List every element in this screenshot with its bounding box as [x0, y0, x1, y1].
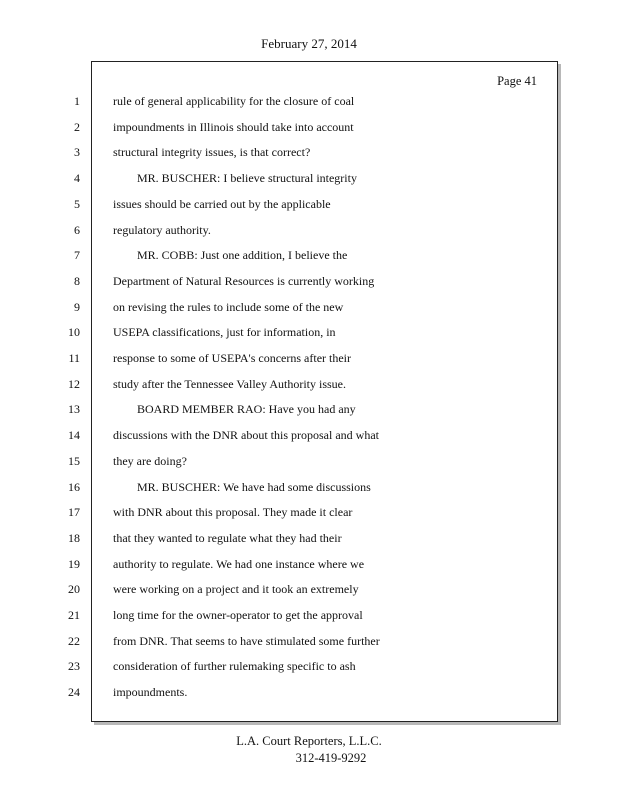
transcript-line	[0, 582, 556, 600]
line-text: that they wanted to regulate what they had their	[113, 530, 342, 545]
transcript-line	[0, 300, 556, 318]
transcript-line	[0, 659, 556, 677]
line-number: 19	[68, 556, 80, 571]
transcript-line	[0, 557, 556, 575]
transcript-line	[0, 171, 556, 189]
line-number: 18	[68, 530, 80, 545]
line-text: from DNR. That seems to have stimulated some further	[113, 633, 380, 648]
line-text: authority to regulate. We had one instance where we	[113, 556, 365, 571]
line-text: MR. BUSCHER: We have had some discussions	[137, 479, 371, 494]
line-text: issues should be carried out by the applicable	[113, 196, 331, 211]
line-number: 1	[74, 94, 80, 108]
line-text: they are doing?	[113, 453, 187, 468]
transcript-line	[0, 377, 556, 395]
transcript-line	[0, 608, 556, 626]
line-text: were working on a project and it took an extremely	[113, 582, 359, 597]
line-text: MR. BUSCHER: I believe structural integrity	[137, 171, 357, 186]
line-number: 15	[68, 453, 80, 468]
line-text: MR. COBB: Just one addition, I believe the	[137, 248, 348, 263]
transcript-line	[0, 351, 556, 369]
line-number: 11	[68, 351, 80, 365]
transcript-line	[0, 145, 556, 163]
transcript-line	[0, 197, 556, 215]
line-number: 2	[74, 119, 80, 134]
line-number: 7	[74, 248, 80, 263]
line-text: structural integrity issues, is that correct?	[113, 145, 311, 160]
transcript-date: February 27, 2014	[261, 36, 357, 51]
line-number: 22	[68, 633, 80, 648]
line-number: 14	[68, 428, 80, 443]
line-number: 10	[68, 325, 80, 340]
line-text: response to some of USEPA's concerns after their	[113, 351, 352, 365]
line-text: study after the Tennessee Valley Authority issue.	[113, 376, 347, 391]
line-text: consideration of further rulemaking specific to ash	[113, 659, 356, 674]
line-text: impoundments.	[113, 685, 188, 700]
line-text: impoundments in Illinois should take into account	[113, 119, 354, 134]
line-text: on revising the rules to include some of the new	[113, 299, 344, 314]
line-number: 13	[68, 402, 80, 417]
line-number: 5	[74, 196, 80, 211]
footer	[0, 734, 618, 766]
line-number: 6	[74, 222, 80, 237]
line-text: long time for the owner-operator to get the approval	[113, 608, 363, 622]
transcript-line	[0, 505, 556, 523]
transcript-line	[0, 480, 556, 498]
transcript-line	[0, 120, 556, 138]
line-text: USEPA classifications, just for information, in	[113, 325, 336, 340]
line-number: 23	[68, 659, 80, 674]
line-number: 17	[68, 505, 80, 520]
line-number: 8	[74, 273, 80, 288]
line-number: 24	[68, 685, 80, 700]
line-number: 21	[68, 608, 80, 622]
line-number: 3	[74, 145, 80, 160]
transcript-line	[0, 531, 556, 549]
transcript-line	[0, 325, 556, 343]
transcript-line	[0, 223, 556, 241]
line-number: 4	[74, 171, 80, 186]
transcript-line	[0, 685, 556, 703]
line-number: 16	[68, 479, 80, 494]
transcript-line	[0, 274, 556, 292]
transcript-line	[0, 402, 556, 420]
transcript-line	[0, 428, 556, 446]
line-number: 20	[68, 582, 80, 597]
transcript-line	[0, 634, 556, 652]
court-reporter-name: L.A. Court Reporters, L.L.C.	[236, 734, 382, 748]
line-text: discussions with the DNR about this proposal and what	[113, 428, 379, 443]
line-number: 12	[68, 376, 80, 391]
transcript-line	[0, 248, 556, 266]
page-number: Page 41	[497, 74, 537, 88]
court-reporter-phone: 312-419-9292	[295, 751, 367, 765]
line-text: with DNR about this proposal. They made it clear	[113, 505, 353, 520]
transcript-line	[0, 454, 556, 472]
line-text: Department of Natural Resources is currently working	[113, 273, 375, 288]
line-number: 9	[74, 299, 80, 314]
transcript-line	[0, 94, 556, 112]
line-text: BOARD MEMBER RAO: Have you had any	[137, 402, 356, 417]
line-text: regulatory authority.	[113, 222, 211, 237]
line-text: rule of general applicability for the closure of coal	[113, 94, 355, 108]
